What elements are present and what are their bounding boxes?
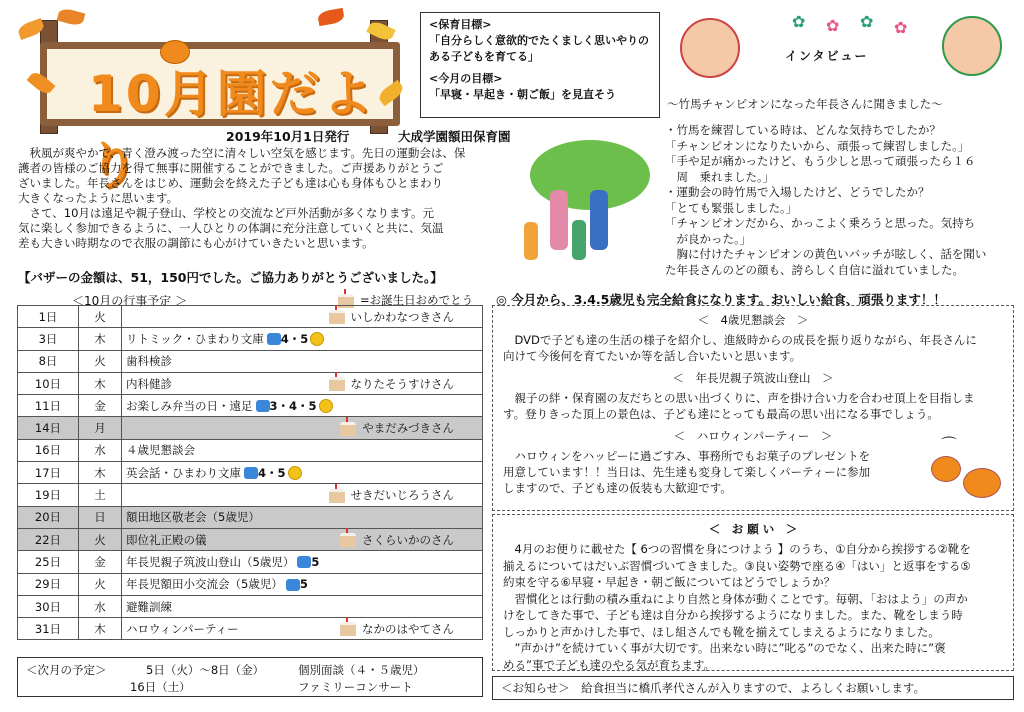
weekday-cell: 木 [79, 618, 122, 640]
pumpkin-icon [931, 456, 961, 482]
event-heading: ＜ ハロウィンパーティー ＞ [673, 429, 833, 443]
boy-face-icon [942, 16, 1002, 76]
event-cell [122, 462, 483, 484]
weekday-cell: 木 [79, 372, 122, 394]
request-line: しっかりと声かけした事で、ほし組さんでも靴を揃えてしまえるようになりました。 [503, 624, 940, 639]
child-icon [524, 222, 538, 260]
nursery-name: 大成学園額田保育園 [398, 129, 511, 144]
event-cell [122, 573, 483, 595]
interview-line: 「手や足が痛かったけど、もう少しと思って頑張ったら１６ [665, 154, 976, 168]
next-month-label: ＜次月の予定＞ [26, 663, 107, 677]
month-goal-label: <今月の目標> [429, 72, 503, 85]
event-name: ハロウィンパーティー [126, 621, 239, 636]
interview-line: 胸に付けたチャンピオンの黄色いバッチが眩しく、話を聞い [665, 247, 987, 261]
birthday-name: いしかわなつきさん [350, 309, 454, 324]
sunflower-icon [319, 399, 333, 413]
shirt-icon [297, 556, 311, 568]
next-month-schedule [17, 657, 483, 697]
sunflower-icon [310, 332, 324, 346]
date-cell: 1日 [18, 306, 79, 328]
sunflower-icon [288, 466, 302, 480]
goal-label: <保育目標> [429, 18, 492, 31]
schedule-row [18, 439, 483, 461]
newsletter-title: 10月園だより [88, 65, 376, 195]
request-line: 揃えるについてはだいぶ習慣づいてきました。③良い姿勢で座る④「はい」と返事をする⑤ [503, 558, 971, 573]
schedule-row [18, 618, 483, 640]
request-body [493, 541, 1013, 673]
intro-paragraph [18, 146, 510, 251]
cake-icon [329, 489, 345, 503]
date-cell: 20日 [18, 506, 79, 528]
weekday-cell: 火 [79, 573, 122, 595]
birthday-name: やまだみづきさん [362, 421, 454, 436]
request-heading: ＜ お 願 い ＞ [708, 522, 798, 536]
request-line: けをしてきた事で、子ども達は自分から挨拶するようになりました。また、靴をしまう時 [503, 608, 963, 622]
date-cell: 25日 [18, 551, 79, 573]
flower-icon: ✿ [826, 16, 840, 35]
weekday-cell: 火 [79, 528, 122, 550]
birthday-legend-text: =お誕生日おめでとう [360, 293, 474, 307]
next-month-event: ファミリーコンサート [298, 680, 413, 694]
interview-body [665, 123, 1010, 278]
event-name: お楽しみ弁当の日・遠足 [126, 398, 253, 413]
child-icon [572, 220, 586, 260]
event-cell [122, 328, 483, 350]
schedule-row [18, 306, 483, 328]
event-name: 年長児親子筑波山登山（5歳児） [126, 554, 295, 569]
request-line: 4月のお便りに載せた【 6つの習慣を身につけよう 】のうち、①自分から挨拶する②靴を [503, 542, 971, 556]
family-hiking-illustration [520, 140, 660, 280]
birthday-name: さくらいかのさん [362, 532, 454, 547]
request-line: める”事で子ども達のやる気が育ちます。 [503, 657, 716, 672]
event-cell [122, 618, 483, 640]
flower-icon: ✿ [792, 12, 806, 31]
age-tag: 5 [311, 554, 320, 569]
weekday-cell: 火 [79, 306, 122, 328]
schedule-row [18, 551, 483, 573]
date-cell: 3日 [18, 328, 79, 350]
date-cell: 29日 [18, 573, 79, 595]
event-name: 避難訓練 [126, 599, 172, 614]
weekday-cell: 金 [79, 395, 122, 417]
request-box [492, 514, 1014, 671]
schedule-title: ＜10月の行事予定 ＞ [72, 294, 188, 308]
intro-line: 気に楽しく参加できるように、一人ひとりの体調に充分注意していくと共に、気温 [18, 221, 444, 235]
bazaar-notice: 【バザーの金額は、51，150円でした。ご協力ありがとうございました。】 [18, 270, 443, 285]
event-body [493, 332, 1013, 364]
issue-date: 2019年10月1日発行 [226, 129, 350, 144]
interview-line: ・運動会の時竹馬で入場したけど、どうでしたか？ [665, 185, 930, 199]
cake-icon [329, 310, 345, 324]
request-line: ”声かけ”を続けていく事が大切です。出来ない時に”叱る”のでなく、出来た時に”褒 [503, 641, 946, 655]
event-cell [122, 395, 483, 417]
event-line: 向けて今後何を育てたいか等を話し合いたいと思います。 [503, 349, 802, 363]
birthday-name: せきだいじろうさん [350, 488, 454, 503]
weekday-cell: 火 [79, 350, 122, 372]
date-cell: 10日 [18, 372, 79, 394]
weekday-cell: 水 [79, 439, 122, 461]
event-name: 英会話・ひまわり文庫 [126, 465, 241, 480]
event-line: 親子の絆・保育園の友だちとの思い出づくりに、声を掛け合い力を合わせ頂上を目指しま [503, 391, 975, 405]
weekday-cell: 金 [79, 551, 122, 573]
event-line: ハロウィンをハッピーに過ごすみ、事務所でもお菓子のプレゼントを [503, 449, 871, 463]
person-icon [550, 190, 568, 250]
interview-line: が良かった。」 [665, 231, 752, 246]
event-schedule-table [17, 305, 483, 640]
event-cell [122, 417, 483, 439]
schedule-row [18, 328, 483, 350]
weekday-cell: 月 [79, 417, 122, 439]
notice-box: ＜お知らせ＞ 給食担当に橋爪孝代さんが入りますので、よろしくお願いします。 [492, 676, 1014, 700]
interview-line: 「チャンピオンだから、かっこよく乗ろうと思った。気持ち [665, 216, 976, 230]
schedule-row [18, 573, 483, 595]
intro-line: ざいました。年長さんをはじめ、運動会を終えた子ども達は心も身体もひとまわり [18, 176, 444, 190]
event-name: 内科健診 [126, 376, 172, 391]
interview-line: 周 乗れました。」 [665, 169, 775, 184]
event-heading: ＜ 4歳児懇談会 ＞ [697, 313, 809, 327]
pumpkin-icon [963, 468, 1001, 498]
event-line: DVDで子ども達の生活の様子を紹介し、進級時からの成長を振り返りながら、年長さんに [503, 333, 977, 347]
next-month-date: 16日（土） [130, 680, 191, 694]
event-cell [122, 350, 483, 372]
schedule-row [18, 462, 483, 484]
event-cell [122, 439, 483, 461]
event-name: 歯科検診 [126, 354, 172, 369]
schedule-row [18, 528, 483, 550]
event-name: 年長児額田小交流会（5歳児） [126, 577, 283, 592]
event-cell [122, 528, 483, 550]
interview-line: 「チャンピオンになりたいから、頑張って練習しました。」 [665, 138, 970, 153]
goals-box [420, 12, 660, 118]
date-cell: 31日 [18, 618, 79, 640]
weekday-cell: 土 [79, 484, 122, 506]
interview-line: 「とても緊張しました。」 [665, 200, 798, 215]
schedule-row [18, 595, 483, 617]
age-tag: 4・5 [280, 331, 309, 346]
weekday-cell: 木 [79, 328, 122, 350]
date-cell: 11日 [18, 395, 79, 417]
schedule-row [18, 395, 483, 417]
age-tag: 4・5 [258, 465, 286, 480]
event-cell [122, 506, 483, 528]
interview-subtitle: ～竹馬チャンピオンになった年長さんに聞きました～ [667, 97, 943, 111]
interview-line: ・竹馬を練習している時は、どんな気持ちでしたか？ [665, 123, 941, 137]
autumn-leaf-icon [317, 8, 345, 26]
schedule-row [18, 484, 483, 506]
interview-title: インタビュー [785, 49, 869, 63]
age-tag: 3・4・5 [269, 398, 317, 413]
cake-icon [329, 377, 345, 391]
date-cell: 22日 [18, 528, 79, 550]
birthday-name: なかのはやてさん [362, 621, 454, 636]
person-icon [590, 190, 608, 250]
event-body [493, 390, 1013, 422]
event-name: リトミック・ひまわり文庫 [126, 331, 264, 346]
intro-line: 秋風が爽やかで、青く澄み渡った空に清々しい空気を感じます。先日の運動会は、保 [18, 146, 466, 160]
event-cell [122, 595, 483, 617]
event-line: 用意しています！！当日は、先生達も変身して楽しくパーティーに参加 [503, 465, 871, 479]
date-cell: 17日 [18, 462, 79, 484]
event-cell [122, 372, 483, 394]
next-month-date: 5日（火）～8日（金） [146, 663, 265, 677]
event-line: す。登りきった頂上の景色は、子ども達にとっても最高の思い出になる事でしょう。 [503, 407, 939, 421]
event-cell [122, 306, 483, 328]
intro-line: 大きくなったように思います。 [18, 191, 179, 205]
schedule-row [18, 506, 483, 528]
cake-icon [340, 533, 356, 547]
intro-line: さて、10月は遠足や親子登山、学校との交流など戸外活動が多くなります。元 [18, 206, 434, 220]
month-goal-text: 「早寝・早起き・朝ご飯」を見直そう [429, 88, 616, 101]
event-name: ４歳児懇談会 [126, 443, 195, 458]
birthday-name: なりたそうすけさん [350, 376, 454, 391]
event-name: 即位礼正殿の儀 [126, 532, 207, 547]
weekday-cell: 日 [79, 506, 122, 528]
cake-icon [340, 622, 356, 636]
request-line: 約束を守る⑥早寝・早起き・朝ご飯についてはどうでしょうか？ [503, 575, 836, 589]
shirt-icon [286, 579, 300, 591]
request-line: 習慣化とは行動の積み重ねにより自然と身体が動くことです。毎朝、「おはよう」の声か [503, 591, 968, 606]
flower-icon: ✿ [860, 12, 874, 31]
date-cell: 14日 [18, 417, 79, 439]
next-month-event: 個別面談（４・５歳児） [298, 663, 425, 677]
event-body [493, 448, 903, 496]
event-line: しますので、子ども達の仮装も大歓迎です。 [503, 481, 732, 495]
schedule-row [18, 350, 483, 372]
interview-line: た年長さんのどの顔も、誇らしく自信に溢れていました。 [665, 262, 964, 277]
schedule-row [18, 372, 483, 394]
schedule-row [18, 417, 483, 439]
girl-face-icon [680, 18, 740, 78]
age-tag: 5 [299, 577, 308, 592]
event-name: 額田地区敬老会（5歳児） [126, 510, 260, 525]
shirt-icon [256, 400, 270, 412]
flower-icon: ✿ [894, 18, 908, 37]
intro-line: 差も大きい時期なので衣服の調節にも心がけていきたいと思います。 [18, 236, 374, 250]
event-cell [122, 484, 483, 506]
weekday-cell: 木 [79, 462, 122, 484]
date-cell: 19日 [18, 484, 79, 506]
date-cell: 16日 [18, 439, 79, 461]
intro-line: 護者の皆様のご協力を得て無事に開催することができました。ご声援ありがとうご [18, 161, 444, 175]
autumn-leaf-icon [57, 7, 86, 27]
bat-icon: ⌒ [941, 435, 958, 454]
shirt-icon [244, 467, 258, 479]
lunch-announcement: ◎ 今月から、3.4.5歳児も完全給食になります。おいしい給食、頑張ります！！ [496, 292, 946, 307]
date-cell: 8日 [18, 350, 79, 372]
goal-text: 「自分らしく意欲的でたくましく思いやりのある子どもを育てる」 [429, 34, 649, 63]
shirt-icon [267, 333, 281, 345]
event-cell [122, 551, 483, 573]
events-box [492, 305, 1014, 511]
date-cell: 30日 [18, 595, 79, 617]
event-heading: ＜ 年長児親子筑波山登山 ＞ [672, 371, 834, 385]
cake-icon [340, 422, 356, 436]
weekday-cell: 水 [79, 595, 122, 617]
